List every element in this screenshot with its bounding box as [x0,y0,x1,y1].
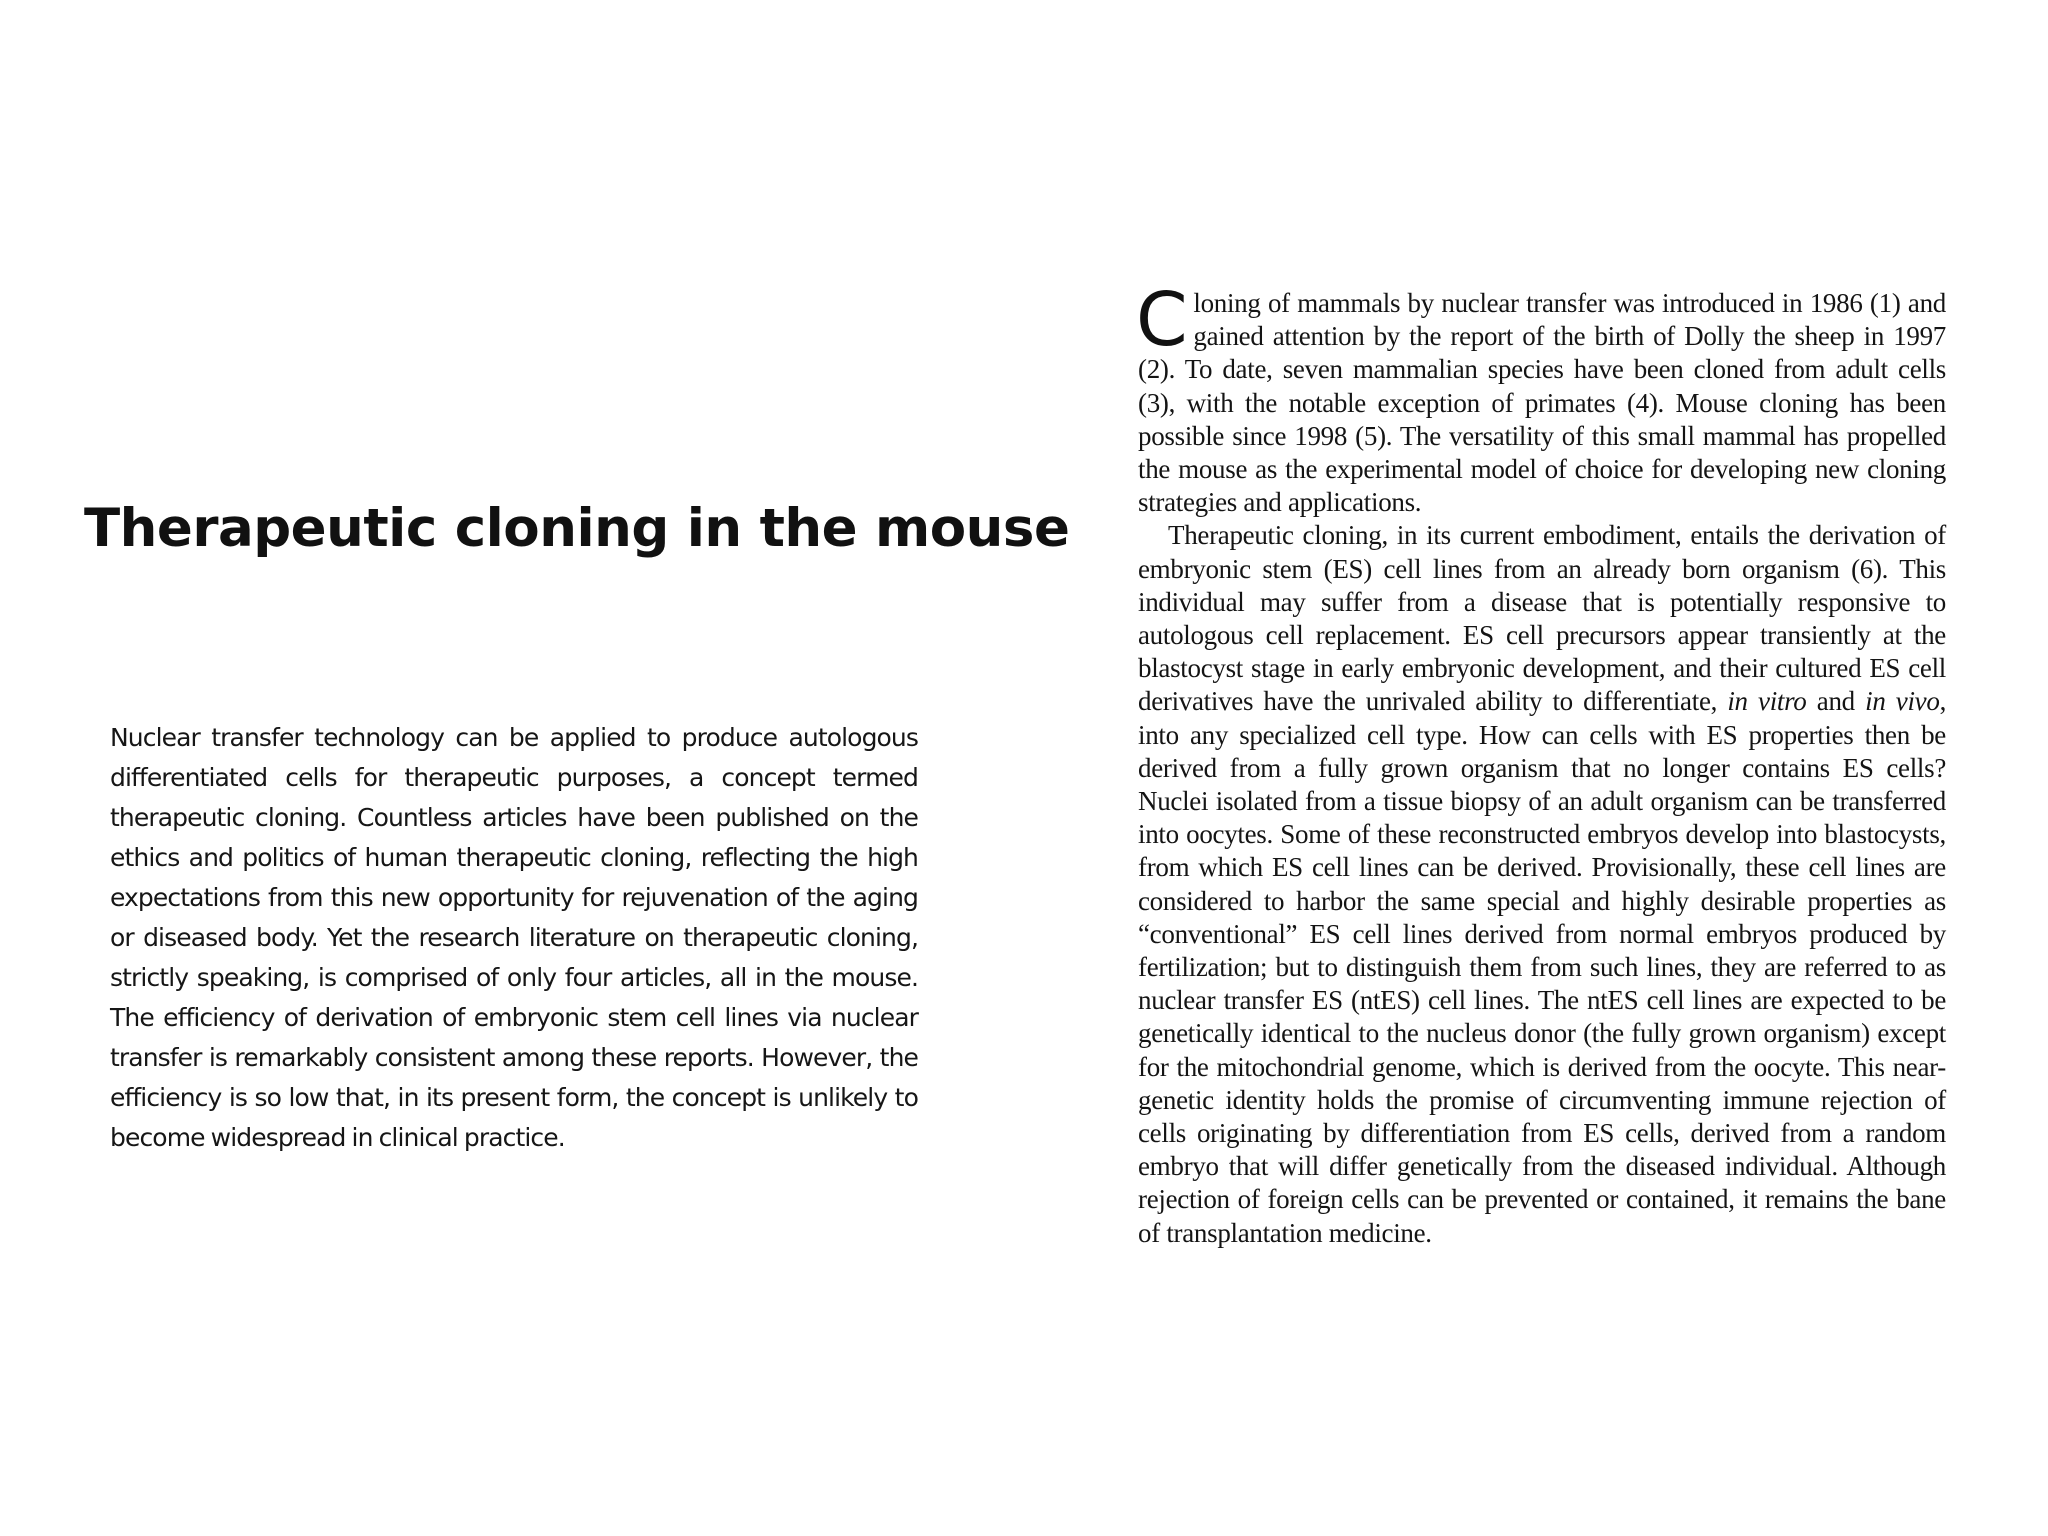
article-title: Therapeutic cloning in the mouse [84,498,1070,559]
conjunction-and: and [1816,686,1855,717]
body-paragraph-1-text: loning of mammals by nuclear transfer was introduced in 1986 (1) and gained attention by the report of the birth of Dolly the sheep in 1997 (2). To date, seven mammalian species have been cloned from adult cells (3), with the notable exception of primates (4). Mouse cloning has been possible since 1998 (5). The versatility of this small mammal has propelled the mouse as the experimental model of choice for developing new cloning strategies and applications. [1138,288,1946,518]
italic-in-vivo: in vivo [1865,686,1940,717]
body-paragraph-2-text-a: Therapeutic cloning, in its current embodiment, entails the derivation of embryonic stem (ES) cell lines from an already born organism (6). This individual may suffer from a disease that is potentially responsive to autologous cell replacement. ES cell precursors appear transiently at the blastocyst stage in early embryonic development, and their cultured ES cell derivatives have the unrivaled ability to differentiate, [1138,520,1946,717]
body-paragraph-2 [1138,519,1946,1249]
italic-in-vitro: in vitro [1727,686,1807,717]
abstract-paragraph: Nuclear transfer technology can be applied to produce autologous differentiated cells for therapeutic purposes, a concept termed therapeutic cloning. Countless articles have been published on the ethics and politics of human therapeutic cloning, reflecting the high expectations from this new opportunity for rejuvenation of the aging or diseased body. Yet the research literature on therapeutic cloning, strictly speaking, is comprised of only four articles, all in the mouse. The efficiency of derivation of embryonic stem cell lines via nuclear transfer is remarkably consistent among these reports. However, the efficiency is so low that, in its present form, the concept is unlikely to become widespread in clinical practice. [110,723,918,1152]
body-paragraph-2-text-b: , into any specialized cell type. How can cells with ES properties then be derived from a fully grown organism that no longer contains ES cells? Nuclei isolated from a tissue biopsy of an adult organism can be transferred into oocytes. Some of these reconstructed embryos develop into blastocysts, from which ES cell lines can be derived. Provisionally, these cell lines are considered to harbor the same special and highly desirable properties as “conventional” ES cell lines derived from normal embryos produced by fertilization; but to distinguish them from such lines, they are referred to as nuclear transfer ES (ntES) cell lines. The ntES cell lines are expected to be genetically identical to the nucleus donor (the fully grown organism) except for the mitochondrial genome, which is derived from the oocyte. This near-genetic identity holds the promise of circumventing immune rejection of cells originating by differentiation from ES cells, derived from a random embryo that will differ genetically from the diseased individual. Although rejection of foreign cells can be prevented or contained, it remains the bane of transplantation medicine. [1138,686,1947,1248]
drop-cap-letter: C [1136,277,1188,363]
body-text-column [1136,277,1947,1250]
body-paragraph-1 [1136,277,1946,519]
